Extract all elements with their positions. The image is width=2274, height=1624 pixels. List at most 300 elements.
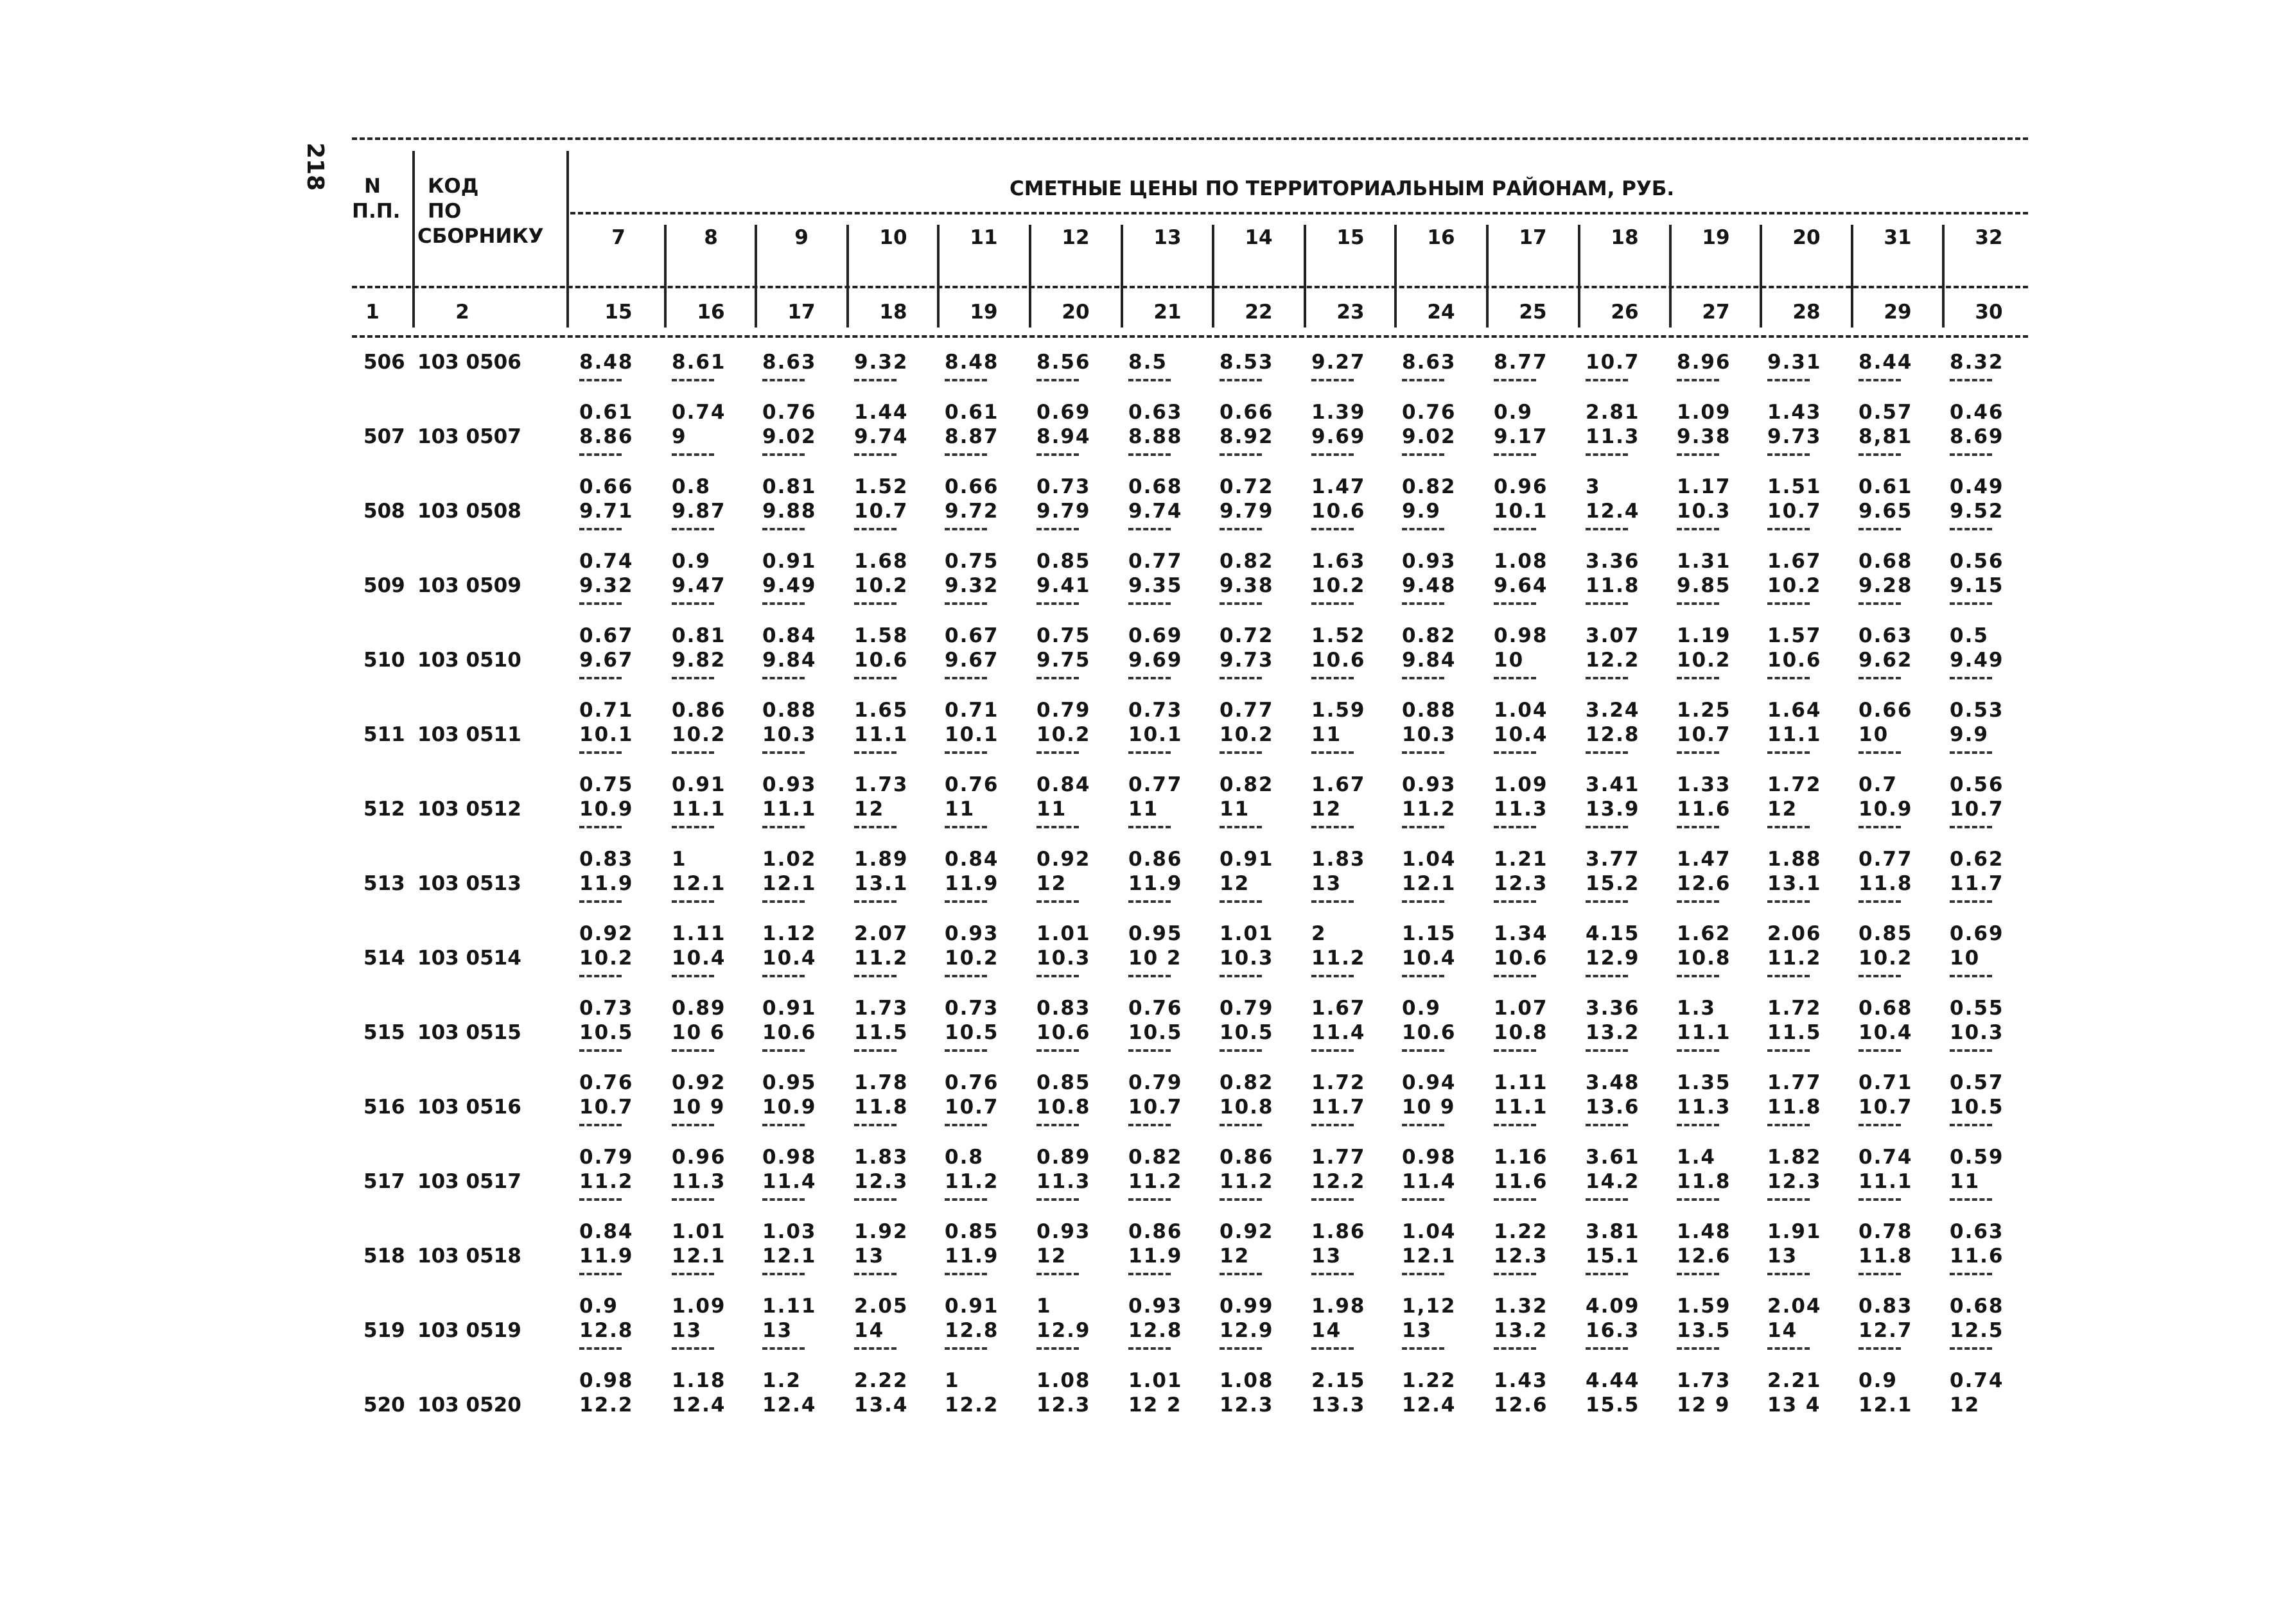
value-separator xyxy=(1767,751,1810,754)
price-value: 11.4 xyxy=(1402,1170,1456,1193)
price-value: 3.07 xyxy=(1586,624,1640,647)
price-value: 10.2 xyxy=(1677,649,1731,672)
value-separator xyxy=(762,900,805,903)
value-separator xyxy=(1859,677,1901,679)
price-value: 0.88 xyxy=(762,699,817,722)
price-value: 10.1 xyxy=(945,723,999,746)
value-separator xyxy=(945,453,987,456)
price-value: 12 xyxy=(1036,872,1067,895)
value-separator xyxy=(1402,1049,1444,1052)
value-separator xyxy=(1494,528,1536,530)
value-separator xyxy=(1402,677,1444,679)
price-value: 2.15 xyxy=(1311,1369,1366,1392)
price-value: 0.53 xyxy=(1950,699,2004,722)
value-separator xyxy=(1586,1124,1628,1126)
value-separator xyxy=(579,1198,622,1201)
value-separator xyxy=(1036,677,1079,679)
price-value: 0.72 xyxy=(1220,475,1274,498)
price-value: 1.34 xyxy=(1494,922,1548,945)
value-separator xyxy=(1677,1273,1719,1275)
price-value: 10.2 xyxy=(1859,947,1913,970)
value-separator xyxy=(1677,1347,1719,1350)
price-value: 1.32 xyxy=(1494,1295,1548,1318)
price-value: 11.3 xyxy=(1036,1170,1091,1193)
value-separator xyxy=(1767,453,1810,456)
price-value: 0.69 xyxy=(1950,922,2004,945)
price-value: 12.3 xyxy=(1767,1170,1822,1193)
price-value: 10.4 xyxy=(762,947,817,970)
price-value: 1.11 xyxy=(762,1295,817,1318)
price-value: 0.93 xyxy=(1402,773,1456,796)
price-value: 1.03 xyxy=(762,1220,817,1243)
price-value: 10.4 xyxy=(1494,723,1548,746)
price-value: 11.9 xyxy=(945,872,999,895)
value-separator xyxy=(1128,602,1171,605)
price-value: 1.11 xyxy=(1494,1071,1548,1094)
value-separator xyxy=(1677,602,1719,605)
value-separator xyxy=(1586,453,1628,456)
price-value: 12.5 xyxy=(1950,1319,2004,1342)
price-value: 10.5 xyxy=(1220,1021,1274,1044)
price-value: 9.9 xyxy=(1950,723,1989,746)
value-separator xyxy=(945,900,987,903)
header-vline xyxy=(937,225,940,327)
price-value: 0.79 xyxy=(579,1146,634,1169)
value-separator xyxy=(1036,528,1079,530)
price-value: 1.21 xyxy=(1494,848,1548,871)
price-value: 0.61 xyxy=(579,401,634,424)
price-value: 3.77 xyxy=(1586,848,1640,871)
price-value: 0.88 xyxy=(1402,699,1456,722)
price-value: 10.9 xyxy=(1859,798,1913,821)
price-value: 0.76 xyxy=(1128,997,1183,1020)
price-value: 8.32 xyxy=(1950,351,2004,374)
price-value: 0.59 xyxy=(1950,1146,2004,1169)
price-value: 10.3 xyxy=(1220,947,1274,970)
price-value: 0.76 xyxy=(1402,401,1456,424)
price-value: 3.48 xyxy=(1586,1071,1640,1094)
value-separator xyxy=(579,1273,622,1275)
value-separator xyxy=(1402,975,1444,977)
price-value: 10.2 xyxy=(1311,574,1366,597)
price-value: 0.73 xyxy=(1128,699,1183,722)
price-value: 0.74 xyxy=(579,550,634,573)
value-separator xyxy=(1402,1347,1444,1350)
value-separator xyxy=(762,528,805,530)
price-value: 1.04 xyxy=(1402,1220,1456,1243)
price-value: 11.9 xyxy=(579,1244,634,1268)
value-separator xyxy=(1859,1124,1901,1126)
value-separator xyxy=(1220,379,1262,381)
header-vline xyxy=(846,225,849,327)
price-value: 1.01 xyxy=(1220,922,1274,945)
code-label-3: СБОРНИКУ xyxy=(417,225,544,248)
price-value: 1,12 xyxy=(1402,1295,1456,1318)
value-separator xyxy=(762,1347,805,1350)
price-value: 13 xyxy=(1402,1319,1433,1342)
price-value: 12.1 xyxy=(672,872,726,895)
price-value: 1.01 xyxy=(672,1220,726,1243)
price-value: 9.32 xyxy=(579,574,634,597)
price-value: 2.07 xyxy=(854,922,909,945)
price-value: 0.92 xyxy=(579,922,634,945)
price-value: 1.67 xyxy=(1311,997,1366,1020)
price-value: 9.72 xyxy=(945,500,999,523)
value-separator xyxy=(1494,751,1536,754)
value-separator xyxy=(1128,975,1171,977)
value-separator xyxy=(1950,1049,1992,1052)
price-value: 10.1 xyxy=(1494,500,1548,523)
value-separator xyxy=(1402,1198,1444,1201)
price-value: 0.82 xyxy=(1220,550,1274,573)
region-number: 11 xyxy=(970,226,998,249)
value-separator xyxy=(1950,453,1992,456)
price-value: 0.96 xyxy=(1494,475,1548,498)
price-value: 10.2 xyxy=(945,947,999,970)
price-value: 0.94 xyxy=(1402,1071,1456,1094)
price-value: 0.9 xyxy=(1494,401,1533,424)
value-separator xyxy=(1220,900,1262,903)
price-value: 10.7 xyxy=(1586,351,1640,374)
value-separator xyxy=(1402,379,1444,381)
price-value: 1.52 xyxy=(1311,624,1366,647)
price-value: 8.92 xyxy=(1220,425,1274,448)
price-value: 1.08 xyxy=(1036,1369,1091,1392)
row-number: 510 xyxy=(363,649,405,672)
price-value: 8.94 xyxy=(1036,425,1091,448)
price-value: 1.68 xyxy=(854,550,909,573)
price-value: 1.73 xyxy=(854,773,909,796)
price-value: 8.69 xyxy=(1950,425,2004,448)
row-code: 103 0507 xyxy=(417,425,521,448)
price-value: 11 xyxy=(1036,798,1067,821)
value-separator xyxy=(945,751,987,754)
value-separator xyxy=(1767,602,1810,605)
price-value: 12.3 xyxy=(1494,1244,1548,1268)
price-value: 0.8 xyxy=(945,1146,984,1169)
price-value: 1.67 xyxy=(1767,550,1822,573)
price-value: 10.7 xyxy=(1859,1096,1913,1119)
price-value: 8.88 xyxy=(1128,425,1183,448)
row-code: 103 0513 xyxy=(417,872,521,895)
price-value: 11.9 xyxy=(945,1244,999,1268)
value-separator xyxy=(1128,528,1171,530)
header-vline xyxy=(1304,225,1306,327)
price-value: 0.76 xyxy=(945,773,999,796)
value-separator xyxy=(1677,826,1719,828)
value-separator xyxy=(762,1273,805,1275)
header-vline xyxy=(1578,225,1580,327)
price-value: 0.57 xyxy=(1859,401,1913,424)
price-value: 1.19 xyxy=(1677,624,1731,647)
value-separator xyxy=(1311,528,1354,530)
value-separator xyxy=(1677,379,1719,381)
value-separator xyxy=(579,528,622,530)
price-value: 10.8 xyxy=(1036,1096,1091,1119)
price-value: 9.74 xyxy=(1128,500,1183,523)
header-vline-2 xyxy=(566,151,569,327)
price-value: 12.3 xyxy=(1036,1393,1091,1417)
price-value: 1.92 xyxy=(854,1220,909,1243)
column-number: 26 xyxy=(1611,301,1639,324)
price-value: 1.58 xyxy=(854,624,909,647)
price-value: 0.63 xyxy=(1859,624,1913,647)
price-value: 0.9 xyxy=(672,550,711,573)
price-value: 1.01 xyxy=(1036,922,1091,945)
price-value: 1.15 xyxy=(1402,922,1456,945)
price-value: 14 xyxy=(854,1319,885,1342)
value-separator xyxy=(1950,975,1992,977)
price-value: 11 xyxy=(1950,1170,1981,1193)
value-separator xyxy=(1220,1124,1262,1126)
price-value: 4.09 xyxy=(1586,1295,1640,1318)
price-value: 1.22 xyxy=(1494,1220,1548,1243)
price-value: 12.4 xyxy=(762,1393,817,1417)
header-vline-1 xyxy=(412,151,415,327)
value-separator xyxy=(1586,379,1628,381)
value-separator xyxy=(1586,1273,1628,1275)
price-value: 11.5 xyxy=(854,1021,909,1044)
header-sub-rule xyxy=(570,212,2028,214)
column-number: 20 xyxy=(1062,301,1090,324)
price-value: 1.52 xyxy=(854,475,909,498)
header-bottom-rule xyxy=(352,335,2028,338)
price-value: 12.6 xyxy=(1494,1393,1548,1417)
header-vline xyxy=(1394,225,1397,327)
value-separator xyxy=(1494,1049,1536,1052)
value-separator xyxy=(1586,975,1628,977)
price-value: 1.39 xyxy=(1311,401,1366,424)
value-separator xyxy=(1767,677,1810,679)
price-value: 11.9 xyxy=(1128,1244,1183,1268)
value-separator xyxy=(854,975,896,977)
price-value: 1.31 xyxy=(1677,550,1731,573)
price-value: 9.62 xyxy=(1859,649,1913,672)
region-number: 14 xyxy=(1245,226,1273,249)
price-value: 9.41 xyxy=(1036,574,1091,597)
header-vline xyxy=(1942,225,1945,327)
header-top-rule xyxy=(352,137,2028,140)
price-value: 10.4 xyxy=(672,947,726,970)
row-number: 515 xyxy=(363,1021,405,1044)
row-code: 103 0510 xyxy=(417,649,521,672)
price-value: 0.9 xyxy=(579,1295,618,1318)
price-value: 12.6 xyxy=(1677,872,1731,895)
value-separator xyxy=(1767,1198,1810,1201)
value-separator xyxy=(1311,602,1354,605)
value-separator xyxy=(1494,602,1536,605)
price-value: 0.69 xyxy=(1128,624,1183,647)
region-number: 16 xyxy=(1427,226,1455,249)
np-label: N xyxy=(364,175,381,198)
price-value: 0.98 xyxy=(762,1146,817,1169)
price-value: 11.1 xyxy=(672,798,726,821)
price-value: 0.73 xyxy=(579,997,634,1020)
price-value: 9.9 xyxy=(1402,500,1441,523)
price-value: 0.75 xyxy=(579,773,634,796)
price-value: 0.9 xyxy=(1402,997,1441,1020)
value-separator xyxy=(854,528,896,530)
price-value: 1.91 xyxy=(1767,1220,1822,1243)
price-value: 9.27 xyxy=(1311,351,1366,374)
price-value: 2.22 xyxy=(854,1369,909,1392)
price-value: 0.73 xyxy=(1036,475,1091,498)
price-value: 11.1 xyxy=(854,723,909,746)
price-value: 9.67 xyxy=(945,649,999,672)
price-value: 9.49 xyxy=(762,574,817,597)
value-separator xyxy=(1036,1347,1079,1350)
value-separator xyxy=(1311,900,1354,903)
value-separator xyxy=(579,826,622,828)
price-value: 11.4 xyxy=(1311,1021,1366,1044)
price-value: 0.67 xyxy=(945,624,999,647)
column-number: 19 xyxy=(970,301,998,324)
column-number: 18 xyxy=(879,301,907,324)
price-value: 11.8 xyxy=(1859,1244,1913,1268)
price-value: 10.7 xyxy=(1767,500,1822,523)
column-number: 29 xyxy=(1884,301,1912,324)
price-value: 10.5 xyxy=(1950,1096,2004,1119)
price-value: 12.8 xyxy=(945,1319,999,1342)
price-value: 0.78 xyxy=(1859,1220,1913,1243)
row-code: 103 0515 xyxy=(417,1021,521,1044)
price-value: 10.1 xyxy=(579,723,634,746)
price-value: 13 xyxy=(1767,1244,1798,1268)
price-value: 9.49 xyxy=(1950,649,2004,672)
price-value: 9.73 xyxy=(1220,649,1274,672)
price-value: 12.1 xyxy=(762,872,817,895)
row-code: 103 0512 xyxy=(417,798,521,821)
value-separator xyxy=(1128,751,1171,754)
value-separator xyxy=(579,379,622,381)
value-separator xyxy=(1128,1049,1171,1052)
value-separator xyxy=(1859,1049,1901,1052)
price-value: 9.17 xyxy=(1494,425,1548,448)
column-number: 15 xyxy=(604,301,633,324)
price-value: 0.63 xyxy=(1128,401,1183,424)
price-value: 0.93 xyxy=(1036,1220,1091,1243)
price-value: 3.41 xyxy=(1586,773,1640,796)
price-value: 10.9 xyxy=(579,798,634,821)
price-value: 11.1 xyxy=(762,798,817,821)
header-vline xyxy=(1212,225,1214,327)
price-value: 12 xyxy=(1950,1393,1981,1417)
region-number: 7 xyxy=(611,226,625,249)
price-value: 9.75 xyxy=(1036,649,1091,672)
price-value: 13.4 xyxy=(854,1393,909,1417)
value-separator xyxy=(1950,826,1992,828)
price-value: 0.79 xyxy=(1128,1071,1183,1094)
left-col-number-2: 2 xyxy=(455,301,469,324)
price-value: 12.9 xyxy=(1036,1319,1091,1342)
value-separator xyxy=(1311,677,1354,679)
value-separator xyxy=(945,975,987,977)
price-value: 10 xyxy=(1859,723,1889,746)
value-separator xyxy=(1036,900,1079,903)
price-value: 0.93 xyxy=(945,922,999,945)
price-value: 11.2 xyxy=(579,1170,634,1193)
value-separator xyxy=(1036,453,1079,456)
price-value: 1.86 xyxy=(1311,1220,1366,1243)
price-value: 0.46 xyxy=(1950,401,2004,424)
price-value: 10.4 xyxy=(1402,947,1456,970)
price-value: 1.62 xyxy=(1677,922,1731,945)
price-value: 12.1 xyxy=(1859,1393,1913,1417)
price-value: 10.3 xyxy=(1677,500,1731,523)
price-value: 12.4 xyxy=(672,1393,726,1417)
value-separator xyxy=(762,1049,805,1052)
value-separator xyxy=(672,379,714,381)
price-value: 10.7 xyxy=(1677,723,1731,746)
price-value: 0.66 xyxy=(1859,699,1913,722)
price-value: 9.82 xyxy=(672,649,726,672)
price-value: 1.11 xyxy=(672,922,726,945)
price-value: 13.6 xyxy=(1586,1096,1640,1119)
price-value: 11 xyxy=(1128,798,1159,821)
price-value: 1.72 xyxy=(1311,1071,1366,1094)
price-value: 0.91 xyxy=(762,550,817,573)
price-value: 1.44 xyxy=(854,401,909,424)
value-separator xyxy=(1859,528,1901,530)
price-value: 11.8 xyxy=(1767,1096,1822,1119)
value-separator xyxy=(945,677,987,679)
price-value: 0.95 xyxy=(1128,922,1183,945)
value-separator xyxy=(1586,1198,1628,1201)
price-value: 11.2 xyxy=(1220,1170,1274,1193)
price-value: 12.1 xyxy=(1402,872,1456,895)
price-value: 12 xyxy=(1311,798,1342,821)
value-separator xyxy=(1128,677,1171,679)
value-separator xyxy=(854,1049,896,1052)
price-value: 1.02 xyxy=(762,848,817,871)
price-value: 0.98 xyxy=(579,1369,634,1392)
price-value: 0.85 xyxy=(1859,922,1913,945)
row-code: 103 0514 xyxy=(417,947,521,970)
value-separator xyxy=(945,528,987,530)
value-separator xyxy=(672,900,714,903)
region-number: 31 xyxy=(1884,226,1912,249)
price-value: 1.17 xyxy=(1677,475,1731,498)
price-value: 8.56 xyxy=(1036,351,1091,374)
price-value: 9 xyxy=(672,425,687,448)
price-value: 10.2 xyxy=(672,723,726,746)
region-number: 15 xyxy=(1336,226,1365,249)
price-value: 12 2 xyxy=(1128,1393,1182,1417)
price-value: 0.85 xyxy=(1036,550,1091,573)
value-separator xyxy=(854,1347,896,1350)
value-separator xyxy=(1220,1049,1262,1052)
price-value: 1.09 xyxy=(672,1295,726,1318)
price-value: 0.85 xyxy=(1036,1071,1091,1094)
price-value: 1.09 xyxy=(1677,401,1731,424)
price-value: 8.77 xyxy=(1494,351,1548,374)
price-value: 11.7 xyxy=(1311,1096,1366,1119)
value-separator xyxy=(1586,1049,1628,1052)
value-separator xyxy=(1402,528,1444,530)
price-value: 9.67 xyxy=(579,649,634,672)
column-number: 16 xyxy=(697,301,725,324)
region-number: 32 xyxy=(1975,226,2003,249)
value-separator xyxy=(1402,1273,1444,1275)
value-separator xyxy=(1311,1049,1354,1052)
header-vline xyxy=(1486,225,1489,327)
price-value: 0.84 xyxy=(579,1220,634,1243)
price-value: 15.1 xyxy=(1586,1244,1640,1268)
value-separator xyxy=(672,1347,714,1350)
row-code: 103 0517 xyxy=(417,1170,521,1193)
price-value: 12.1 xyxy=(762,1244,817,1268)
price-value: 11.9 xyxy=(579,872,634,895)
